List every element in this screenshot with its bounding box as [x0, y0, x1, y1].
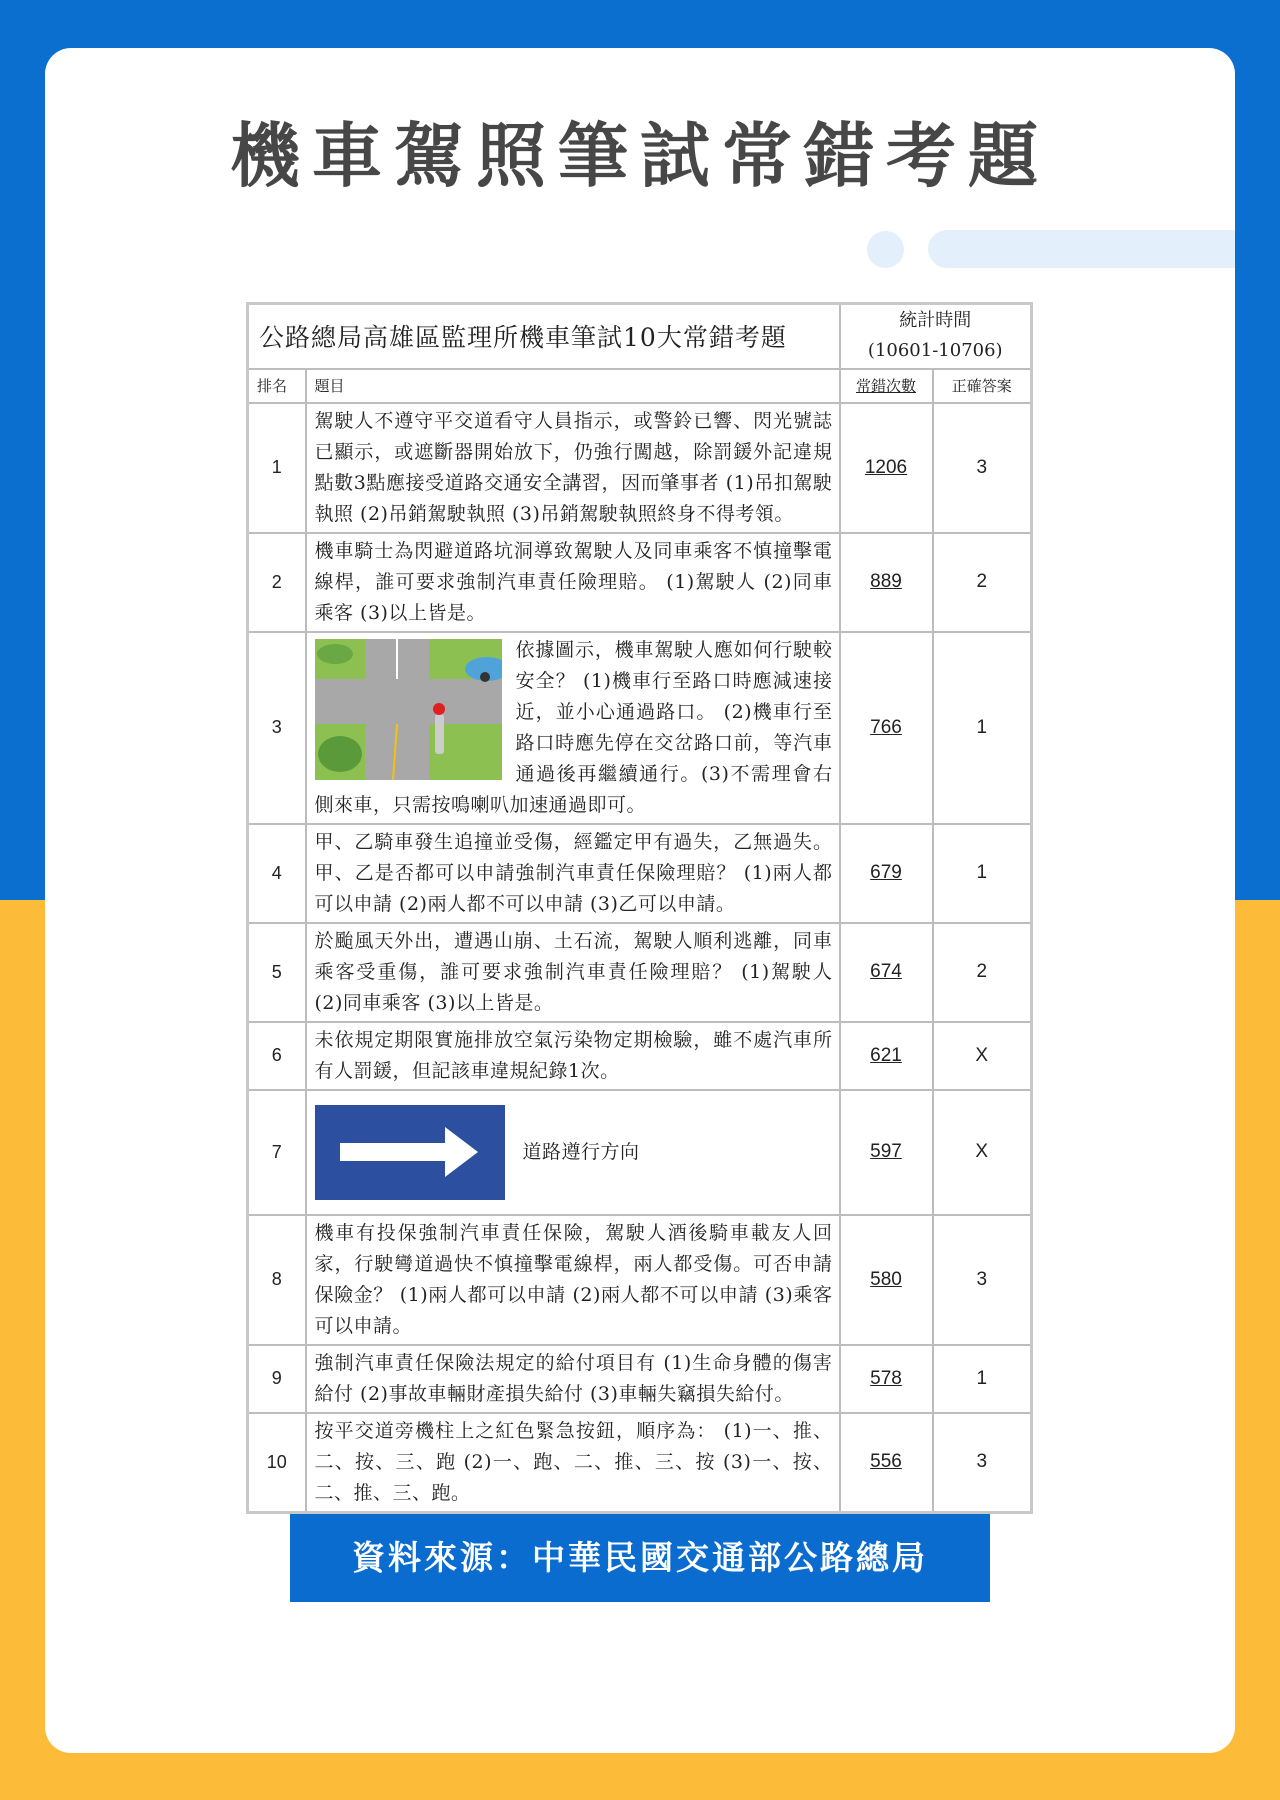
error-count: 766: [840, 632, 933, 824]
rank: 4: [248, 824, 306, 923]
stat-period-cell: [840, 304, 1032, 369]
error-count: 674: [840, 923, 933, 1022]
question: 強制汽車責任保險法規定的給付項目有 (1)生命身體的傷害給付 (2)事故車輛財產損失給付 (3)車輛失竊損失給付。: [306, 1345, 840, 1413]
answer: X: [933, 1090, 1032, 1215]
answer: 2: [933, 923, 1032, 1022]
table-row: [248, 1345, 1032, 1413]
answer: 3: [933, 1413, 1032, 1513]
rank: 1: [248, 403, 306, 533]
rank: 9: [248, 1345, 306, 1413]
question: 未依規定期限實施排放空氣污染物定期檢驗，雖不處汽車所有人罰鍰，但記該車違規紀錄1次。: [306, 1022, 840, 1090]
question: 甲、乙騎車發生追撞並受傷，經鑑定甲有過失，乙無過失。甲、乙是否都可以申請強制汽車責任保險理賠？ (1)兩人都可以申請 (2)兩人都不可以申請 (3)乙可以申請。: [306, 824, 840, 923]
question: 於颱風天外出，遭遇山崩、土石流，駕駛人順利逃離，同車乘客受重傷，誰可要求強制汽車責任險理賠？ (1)駕駛人 (2)同車乘客 (3)以上皆是。: [306, 923, 840, 1022]
error-count: 556: [840, 1413, 933, 1513]
table-row: [248, 533, 1032, 632]
header-question: 題目: [306, 369, 840, 403]
one-way-arrow-sign-icon: [315, 1105, 505, 1200]
stat-period: (10601-10706): [867, 340, 1003, 362]
rank: 6: [248, 1022, 306, 1090]
error-count: 597: [840, 1090, 933, 1215]
intersection-illustration: [315, 639, 502, 780]
answer: X: [933, 1022, 1032, 1090]
answer: 3: [933, 403, 1032, 533]
question: 機車有投保強制汽車責任保險，駕駛人酒後騎車載友人回家，行駛彎道過快不慎撞擊電線桿，兩人都受傷。可否申請保險金？ (1)兩人都可以申請 (2)兩人都不可以申請 (3)乘客可以申請。: [306, 1215, 840, 1345]
error-count: 621: [840, 1022, 933, 1090]
table-row: [248, 1022, 1032, 1090]
error-count: 580: [840, 1215, 933, 1345]
answer: 2: [933, 533, 1032, 632]
decorative-dot: [867, 231, 904, 268]
question: 依據圖示，機車駕駛人應如何行駛較安全？ (1)機車行至路口時應減速接近，並小心通過路口。 (2)機車行至路口時應先停在交岔路口前，等汽車通過後再繼續通行。(3)不需理會右側來車，只需按鳴喇叭加速通過即可。: [314, 638, 833, 816]
table-row: [248, 923, 1032, 1022]
answer: 1: [933, 632, 1032, 824]
rank: 10: [248, 1413, 306, 1513]
decorative-pill: [928, 230, 1235, 268]
question: 駕駛人不遵守平交道看守人員指示，或警鈴已響、閃光號誌已顯示，或遮斷器開始放下，仍強行闖越，除罰鍰外記違規點數3點應接受道路交通安全講習，因而肇事者 (1)吊扣駕駛執照 (2)吊銷駕駛執照 (3)吊銷駕駛執照終身不得考領。: [306, 403, 840, 533]
exam-table: [246, 302, 1033, 1514]
answer: 3: [933, 1215, 1032, 1345]
table-caption: 公路總局高雄區監理所機車筆試10大常錯考題: [248, 304, 840, 369]
header-answer: 正確答案: [933, 369, 1032, 403]
page-title: 機車駕照筆試常錯考題: [230, 115, 1050, 197]
question: 道路遵行方向: [522, 1140, 640, 1163]
error-count: 578: [840, 1345, 933, 1413]
stat-label: 統計時間: [899, 310, 972, 332]
table-row: [248, 824, 1032, 923]
error-count: 1206: [840, 403, 933, 533]
error-count: 679: [840, 824, 933, 923]
question: 機車騎士為閃避道路坑洞導致駕駛人及同車乘客不慎撞擊電線桿，誰可要求強制汽車責任險理賠。 (1)駕駛人 (2)同車乘客 (3)以上皆是。: [306, 533, 840, 632]
source-banner: 資料來源：中華民國交通部公路總局: [290, 1514, 990, 1602]
rank: 7: [248, 1090, 306, 1215]
rank: 2: [248, 533, 306, 632]
question-with-sign: [306, 1090, 840, 1215]
error-count: 889: [840, 533, 933, 632]
rank: 8: [248, 1215, 306, 1345]
table-row: [248, 1215, 1032, 1345]
table-and-source: [246, 302, 1033, 1602]
table-row: [248, 1413, 1032, 1513]
table-row: [248, 1090, 1032, 1215]
question-with-image: [306, 632, 840, 824]
table-row: [248, 403, 1032, 533]
header-count: 常錯次數: [840, 369, 933, 403]
header-rank: 排名: [248, 369, 306, 403]
rank: 5: [248, 923, 306, 1022]
answer: 1: [933, 824, 1032, 923]
table-row: [248, 632, 1032, 824]
question: 按平交道旁機柱上之紅色緊急按鈕，順序為： (1)一、推、二、按、三、跑 (2)一、跑、二、推、三、按 (3)一、按、二、推、三、跑。: [306, 1413, 840, 1513]
rank: 3: [248, 632, 306, 824]
answer: 1: [933, 1345, 1032, 1413]
